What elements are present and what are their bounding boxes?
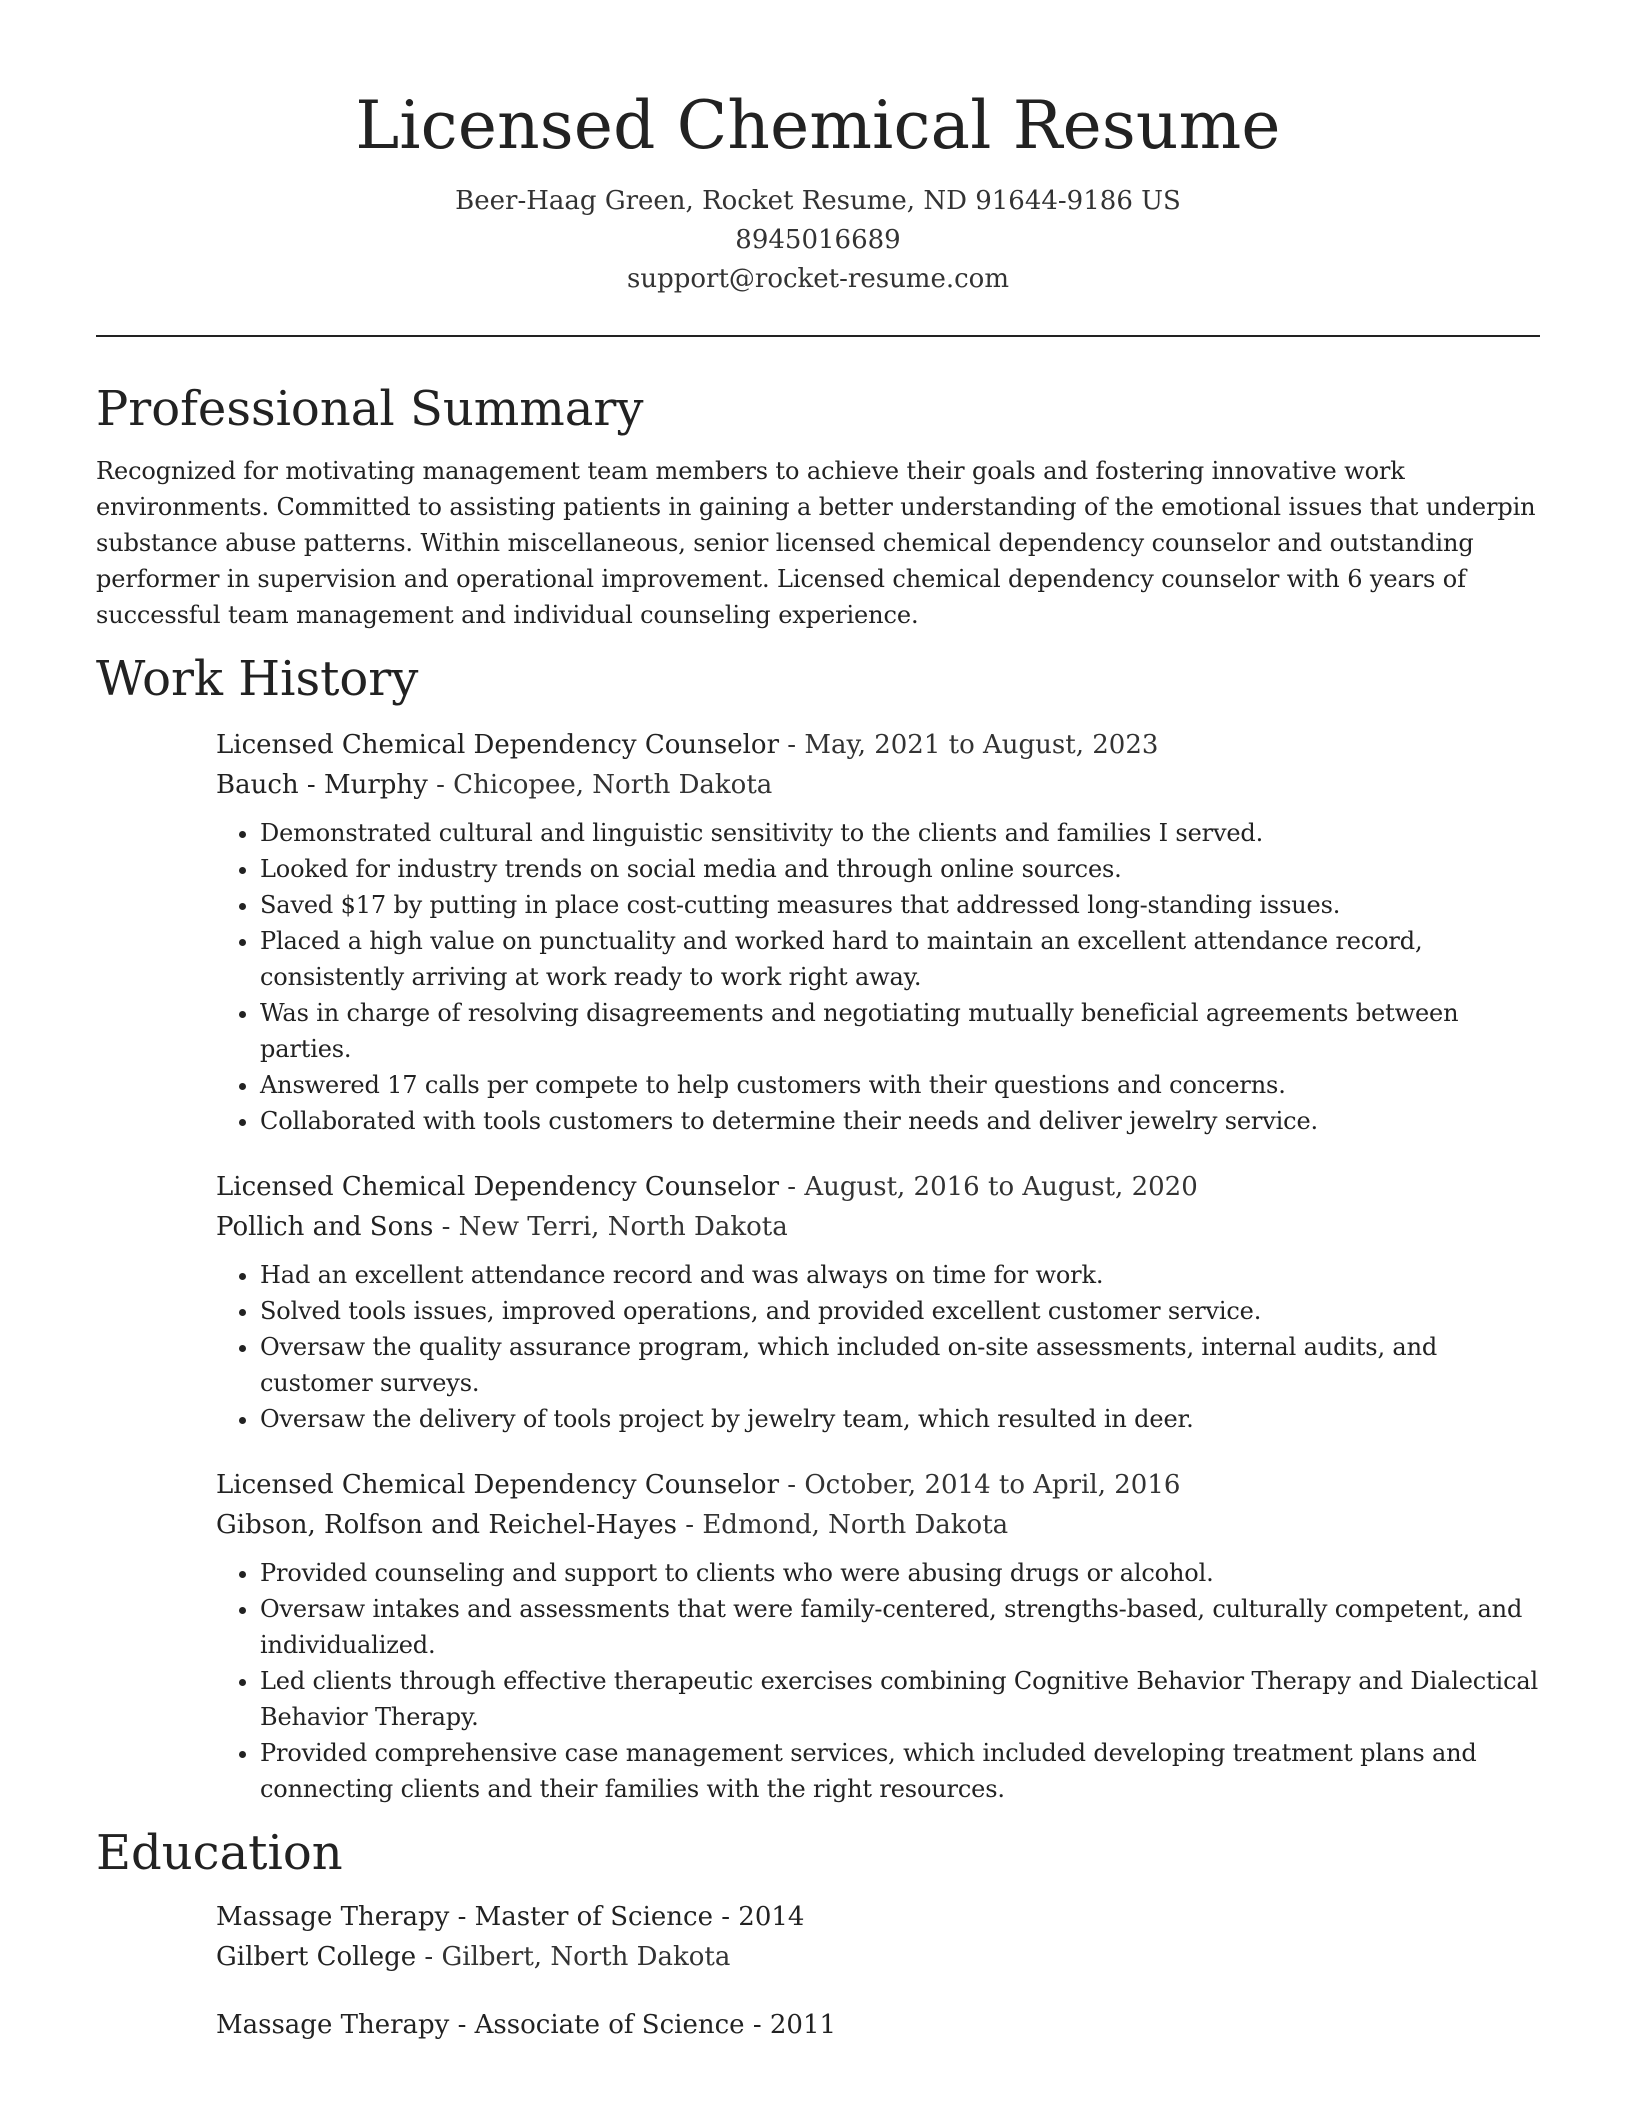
summary-section (96, 377, 1540, 633)
education-entry (216, 1897, 1540, 1977)
job-entry (216, 1167, 1540, 1437)
job-title-line (216, 725, 1540, 765)
work-history-section (96, 647, 1540, 1807)
resume-header (96, 0, 1540, 299)
contact-phone: 8945016689 (735, 225, 901, 255)
job-location: - Edmond, North Dakota (677, 1510, 1009, 1540)
list-item: • Had an excellent attendance record and was always on time for work. (260, 1257, 1540, 1293)
education-school-line (216, 1937, 1540, 1977)
list-item: • Answered 17 calls per compete to help customers with their questions and concerns. (260, 1067, 1540, 1103)
job-dates: - August, 2016 to August, 2020 (779, 1172, 1198, 1202)
list-item: • Looked for industry trends on social media and through online sources. (260, 851, 1540, 887)
contact-address: Beer-Haag Green, Rocket Resume, ND 91644-9186 US (455, 186, 1181, 216)
resume-title: Licensed Chemical Resume (355, 87, 1281, 164)
list-item: • Placed a high value on punctuality and worked hard to maintain an excellent attendance record, consistently arriving at work ready to work right away. (260, 923, 1540, 995)
job-entry (216, 1465, 1540, 1807)
school-name: Gilbert College (216, 1942, 417, 1972)
list-item: • Provided counseling and support to clients who were abusing drugs or alcohol. (260, 1555, 1540, 1591)
degree-text: Massage Therapy - Associate of Science - 2011 (216, 2010, 837, 2040)
job-title: Licensed Chemical Dependency Counselor (216, 1470, 780, 1500)
job-company: Bauch - Murphy (216, 770, 428, 800)
job-company-line (216, 1505, 1540, 1545)
list-item: • Demonstrated cultural and linguistic sensitivity to the clients and families I served. (260, 815, 1540, 851)
resume-page (96, 0, 1540, 2045)
job-title: Licensed Chemical Dependency Counselor (216, 1172, 780, 1202)
job-title-line (216, 1167, 1540, 1207)
list-item: • Oversaw the quality assurance program, which included on-site assessments, internal audits, and customer surveys. (260, 1329, 1540, 1401)
contact-email: support@rocket-resume.com (626, 264, 1009, 294)
list-item: • Oversaw the delivery of tools project by jewelry team, which resulted in deer. (260, 1401, 1540, 1437)
job-title-line (216, 1465, 1540, 1505)
list-item: • Was in charge of resolving disagreements and negotiating mutually beneficial agreements between parties. (260, 995, 1540, 1067)
header-divider (96, 335, 1540, 337)
job-location: - Chicopee, North Dakota (427, 770, 773, 800)
job-entry (216, 725, 1540, 1139)
job-company-line (216, 1207, 1540, 1247)
list-item: • Collaborated with tools customers to determine their needs and deliver jewelry service. (260, 1103, 1540, 1139)
degree-text: Massage Therapy - Master of Science - 2014 (216, 1902, 805, 1932)
list-item: • Provided comprehensive case management services, which included developing treatment plans and connecting clients and their families with the right resources. (260, 1735, 1540, 1807)
education-degree (216, 1897, 1540, 1937)
job-bullets (216, 1257, 1540, 1437)
list-item: • Saved $17 by putting in place cost-cutting measures that addressed long-standing issues. (260, 887, 1540, 923)
summary-text: Recognized for motivating management team members to achieve their goals and fostering innovative work environments. Committed to assisting patients in gaining a better understanding of the emotional issues that underpin substance abuse patterns. Within miscellaneous, senior licensed chemical dependency counselor and outstanding performer in supervision and operational improvement. Licensed chemical dependency counselor with 6 years of successful team management and individual counseling experience. (96, 457, 1536, 629)
education-entry (216, 2005, 1540, 2045)
list-item: • Oversaw intakes and assessments that were family-centered, strengths-based, culturally competent, and individualized. (260, 1591, 1540, 1663)
list-item: • Led clients through effective therapeutic exercises combining Cognitive Behavior Therapy and Dialectical Behavior Therapy. (260, 1663, 1540, 1735)
work-history-heading: Work History (96, 651, 419, 707)
summary-heading: Professional Summary (96, 381, 644, 437)
job-dates: - May, 2021 to August, 2023 (779, 730, 1159, 760)
education-section (96, 1821, 1540, 2045)
job-company: Pollich and Sons (216, 1212, 434, 1242)
job-bullets (216, 1555, 1540, 1807)
job-location: - New Terri, North Dakota (433, 1212, 788, 1242)
job-company: Gibson, Rolfson and Reichel-Hayes (216, 1510, 677, 1540)
school-location: - Gilbert, North Dakota (416, 1942, 731, 1972)
job-dates: - October, 2014 to April, 2016 (779, 1470, 1181, 1500)
education-heading: Education (96, 1825, 343, 1881)
job-bullets (216, 815, 1540, 1139)
education-degree (216, 2005, 1540, 2045)
list-item: • Solved tools issues, improved operations, and provided excellent customer service. (260, 1293, 1540, 1329)
job-company-line (216, 765, 1540, 805)
contact-info (96, 182, 1540, 299)
job-title: Licensed Chemical Dependency Counselor (216, 730, 780, 760)
